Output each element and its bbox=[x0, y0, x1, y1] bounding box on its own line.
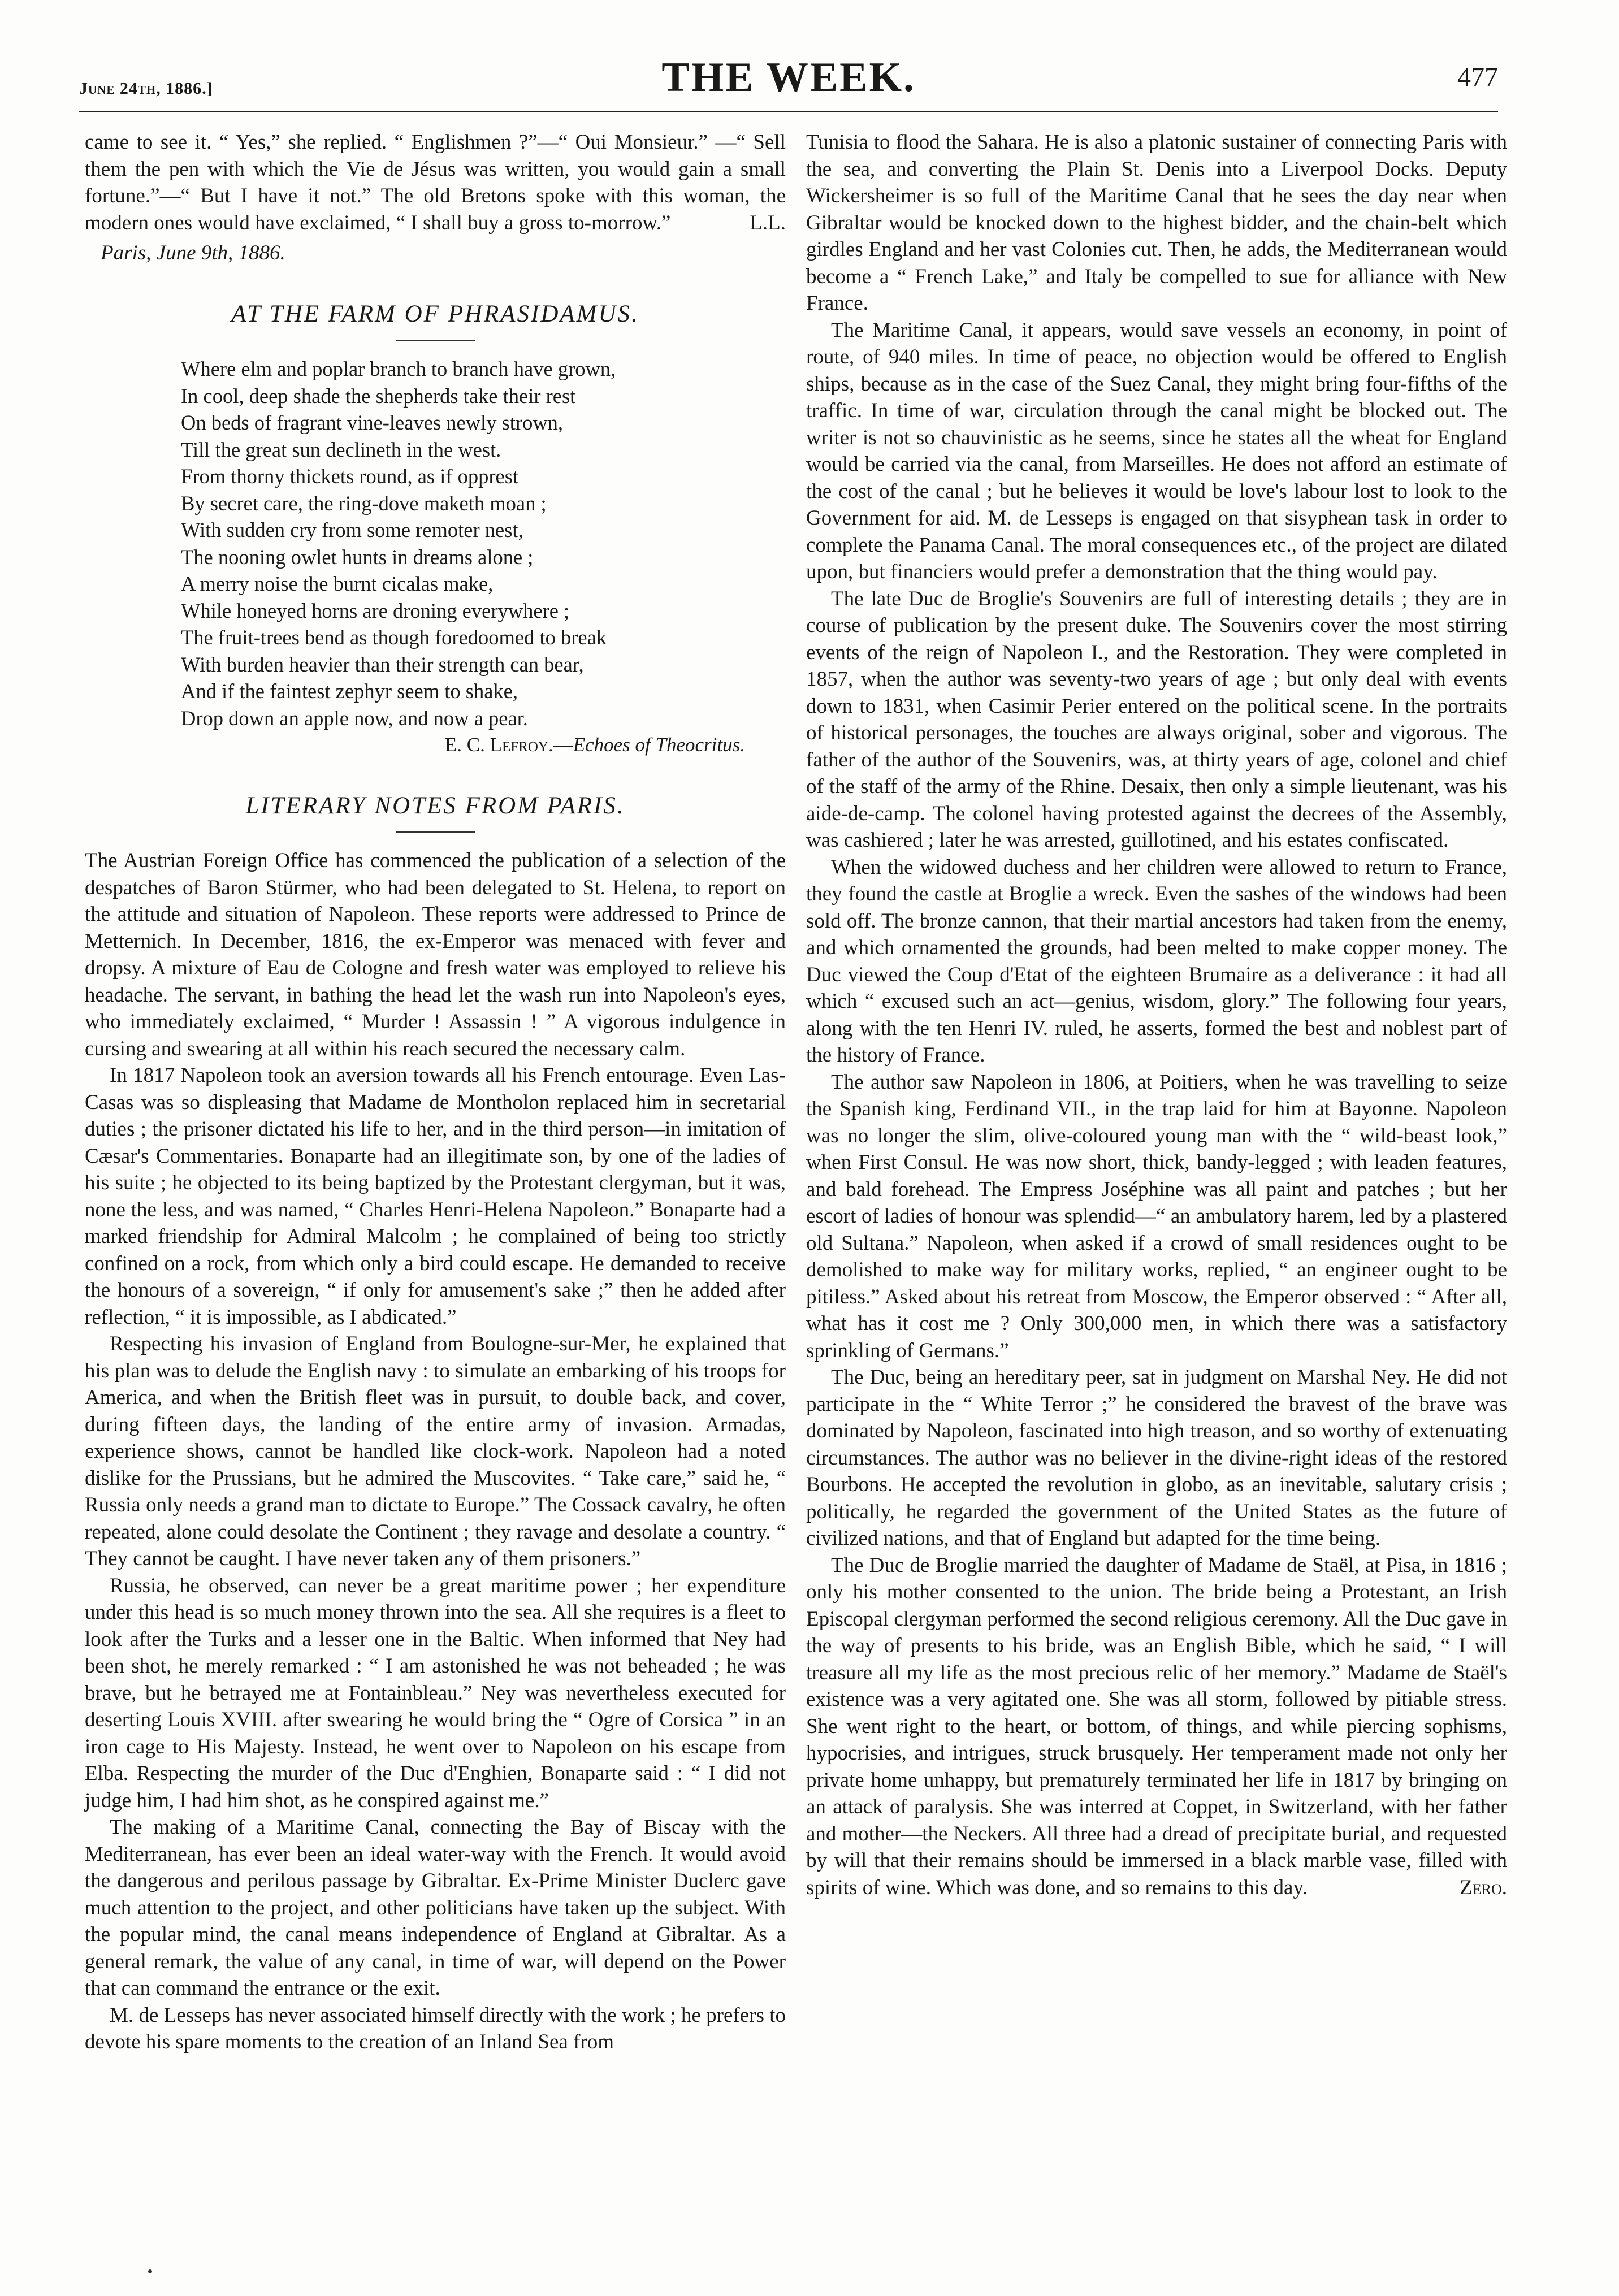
poem bbox=[181, 356, 786, 731]
article-paragraph: The Duc de Broglie married the daughter of Madame de Staël, at Pisa, in 1816 ; only his mother consented to the union. The bride being a Protestant, an Irish Episcopal clergyman performed the second religious ceremony. All the Duc gave in the way of presents to his bride, was an English Bible, which he said, “ I will treasure all my life as the most precious relic of her memory.” Madame de Staël's existence was a very agitated one. She was all storm, followed by pitiable stress. She went right to the heart, or bottom, of things, and while piercing sophisms, hypocrisies, and intrigues, struck brusquely. Her temperament made not only her private home unhappy, but prematurely terminated her life in 1817 by bringing on an attack of paralysis. She was interred at Coppet, in Switzerland, with her father and mother—the Neckers. All three had a dread of precipitate burial, and requested by will that their remains should be immersed in a black marble vase, filled with spirits of wine. Which was done, and so remains to this day. Zero. bbox=[806, 1552, 1507, 1901]
article-paragraph: The author saw Napoleon in 1806, at Poitiers, when he was travelling to seize the Spanish king, Ferdinand VII., in the trap laid for him at Bayonne. Napoleon was no longer the slim, olive-coloured young man with the “ wild-beast look,” when First Consul. He was now short, thick, bandy-legged ; with leaden features, and bald forehead. The Empress Joséphine was all paint and patches ; but her escort of ladies of honour was splendid—“ an ambulatory harem, led by a plastered old Sultana.” Napoleon, when asked if a crowd of small residences ought to be demolished to make way for military works, replied, “ an engineer ought to be pitiless.” Asked about his retreat from Moscow, the Emperor observed : “ After all, what has it cost me ? Only 300,000 men, in which there was a satisfactory sprinkling of Germans.” bbox=[806, 1070, 1507, 1362]
poem-line: From thorny thickets round, as if opprest bbox=[181, 465, 519, 488]
dateline: Paris, June 9th, 1886. bbox=[101, 241, 285, 265]
page-number: 477 bbox=[1457, 62, 1498, 92]
article-paragraph: Russia, he observed, can never be a great maritime power ; her expenditure under this head is so much money thrown into the sea. All she requires is a fleet to look after the Turks and a lesser one in the Baltic. When informed that Ney had been shot, he merely remarked : “ I am astonished he was not beheaded ; he was brave, but he betrayed me at Fontainbleau.” Ney was nevertheless executed for deserting Louis XVIII. after swearing he would bring the “ Ogre of Corsica ” in an iron cage to His Majesty. Instead, he went over to Napoleon on his escape from Elba. Respecting the murder of the Duc d'Enghien, Bonaparte said : “ I did not judge him, I had him shot, as he conspired against me.” bbox=[85, 1574, 786, 1812]
article-paragraph: The Maritime Canal, it appears, would save vessels an economy, in point of route, of 940 miles. In time of peace, no objection would be offered to English ships, because as in the case of the Suez Canal, they might bring four-fifths of the traffic. In time of war, circulation through the canal might be blocked out. The writer is not so chauvinistic as he seems, since he states all the wheat for England would be carried via the canal, from Marseilles. He does not afford an estimate of the cost of the canal ; but he believes it would be love's labour lost to look to the Government for aid. M. de Lesseps is engaged on that sisyphean task in order to complete the Panama Canal. The moral consequences etc., of the project are dilated upon, but financiers would prefer a demonstration that the thing would pay. bbox=[806, 318, 1507, 583]
poem-line: Drop down an apple now, and now a pear. bbox=[181, 706, 528, 730]
poem-line: While honeyed horns are droning everywhere ; bbox=[181, 599, 570, 622]
article-paragraph: The Austrian Foreign Office has commenced the publication of a selection of the despatches of Baron Stürmer, who had been delegated to St. Helena, to report on the attitude and situation of Napoleon. These reports were addressed to Prince de Metternich. In December, 1816, the ex-Emperor was menaced with fever and dropsy. A mixture of Eau de Cologne and fresh water was employed to relieve his headache. The servant, in bathing the head let the wash run into Napoleon's eyes, who immediately exclaimed, “ Murder ! Assassin ! ” A vigorous indulgence in cursing and swearing at all within his reach secured the necessary calm. bbox=[85, 849, 786, 1060]
poem-line: A merry noise the burnt cicalas make, bbox=[181, 572, 494, 595]
section-title: LITERARY NOTES FROM PARIS. bbox=[245, 792, 625, 819]
poem-source: Echoes of Theocritus. bbox=[573, 734, 745, 756]
poem-line: On beds of fragrant vine-leaves newly strown, bbox=[181, 411, 564, 434]
poem-title: AT THE FARM OF PHRASIDAMUS. bbox=[231, 300, 639, 327]
header-rule bbox=[79, 111, 1498, 115]
article-paragraph: Respecting his invasion of England from Boulogne-sur-Mer, he explained that his plan was to delude the English navy : to simulate an embarking of his troops for America, and when the British fleet was in pursuit, to double back, and cover, during fifteen days, the landing of the entire army of invasion. Armadas, experience shows, cannot be handled like clock-work. Napoleon had a noted dislike for the Prussians, but he admired the Muscovites. “ Take care,” said he, “ Russia only needs a grand man to dictate to Europe.” The Cossack cavalry, he often repeated, alone could desolate the Continent ; they ravage and desolate a country. “ They cannot be caught. I have never taken any of them prisoners.” bbox=[85, 1332, 786, 1570]
article-paragraph: came to see it. “ Yes,” she replied. “ Englishmen ?”—“ Oui Monsieur.” —“ Sell them the pen with which the Vie de Jésus was written, you would gain a small fortune.”—“ But I have it not.” The old Bretons spoke with this woman, the modern ones would have exclaimed, “ I shall buy a gross to-morrow.” L.L. bbox=[85, 129, 786, 236]
article-paragraph: In 1817 Napoleon took an aversion towards all his French entourage. Even Las-Casas was so displeasing that Madame de Montholon replaced him in secretarial duties ; the prisoner dictated his life to her, and in the third person—in imitation of Cæsar's Commentaries. Bonaparte had an illegitimate son, by one of the ladies of his suite ; he objected to its being baptized by the Protestant clergyman, but it was, none the less, and was named, “ Charles Henri-Helena Napoleon.” Bonaparte had a marked friendship for Admiral Malcolm ; he complained of being too strictly confined on a rock, from which only a bird could escape. He demanded to receive the honours of a sovereign, “ if only for amusement's sake ;” then he added after reflection, “ it is impossible, as I abdicated.” bbox=[85, 1064, 786, 1329]
poem-line: And if the faintest zephyr seem to shake, bbox=[181, 679, 518, 703]
print-speck bbox=[148, 2269, 152, 2273]
right-column bbox=[806, 129, 1507, 1901]
poem-attribution bbox=[85, 731, 745, 759]
poem-author: E. C. Lefroy.— bbox=[444, 734, 573, 756]
signature: L.L. bbox=[750, 211, 786, 235]
poem-line: Till the great sun declineth in the west. bbox=[181, 437, 501, 461]
poem-line: With sudden cry from some remoter nest, bbox=[181, 518, 523, 541]
poem-line: By secret care, the ring-dove maketh moan ; bbox=[181, 491, 547, 515]
left-column bbox=[85, 129, 786, 2056]
article-paragraph: Tunisia to flood the Sahara. He is also a platonic sustainer of connecting Paris with the sea, and converting the Plain St. Denis into a Liverpool Docks. Deputy Wickersheimer is so full of the Maritime Canal that he sees the day near when Gibraltar would be knocked down to the highest bidder, and the chain-belt which girdles England and her vast Colonies cut. Then, he adds, the Mediterranean would become a “ French Lake,” and Italy be compelled to sue for alliance with New France. bbox=[806, 131, 1507, 315]
article-paragraph: When the widowed duchess and her children were allowed to return to France, they found the castle at Broglie a wreck. Even the sashes of the windows had been sold off. The bronze cannon, that their martial ancestors had taken from the enemy, and which ornamented the grounds, had been melted to make copper money. The Duc viewed the Coup d'Etat of the eighteen Brumaire as a deliverance : it had all which “ excused such an act—genius, wisdom, glory.” The following four years, along with the ten Henri IV. ruled, he asserts, formed the best and noblest part of the history of France. bbox=[806, 855, 1507, 1067]
poem-line: With burden heavier than their strength can bear, bbox=[181, 652, 584, 676]
poem-line: The nooning owlet hunts in dreams alone ; bbox=[181, 545, 534, 569]
title-rule bbox=[396, 831, 475, 833]
article-paragraph: The making of a Maritime Canal, connecting the Bay of Biscay with the Mediterranean, has ever been an ideal water-way with the French. It would avoid the dangerous and perilous passage by Gibraltar. Ex-Prime Minister Duclerc gave much attention to the project, and other politicians have taken up the subject. With the popular mind, the canal means independence of England at Gibraltar. As a general remark, the value of any canal, in time of war, will depend on the Power that can command the entrance or the exit. bbox=[85, 1816, 786, 2000]
signature: Zero. bbox=[1460, 1875, 1507, 1899]
title-rule bbox=[396, 340, 475, 341]
poem-line: In cool, deep shade the shepherds take their rest bbox=[181, 384, 576, 408]
article-paragraph: The Duc, being an hereditary peer, sat in judgment on Marshal Ney. He did not participate in the “ White Terror ;” he considered the bravest of the brave was dominated by Napoleon, fascinated into high treason, and so worthy of extenuating circumstances. The author was no believer in the divine-right ideas of the restored Bourbons. He accepted the revolution in globo, as an inevitable, salutary crisis ; politically, he regarded the government of the United States as the future of civilized nations, and that of England but adapted for the time being. bbox=[806, 1366, 1507, 1550]
poem-line: The fruit-trees bend as though foredoomed to break bbox=[181, 626, 607, 649]
article-paragraph: M. de Lesseps has never associated himself directly with the work ; he prefers to devote his spare moments to the creation of an Inland Sea from bbox=[85, 2003, 786, 2054]
masthead-title: THE WEEK. bbox=[661, 54, 916, 101]
article-paragraph: The late Duc de Broglie's Souvenirs are full of interesting details ; they are in course of publication by the present duke. The Souvenirs cover the most stirring events of the reign of Napoleon I., and the Restoration. They were completed in 1857, when the author was seventy-two years of age ; but only deal with events down to 1831, when Casimir Perier entered on the political scene. In the portraits of historical personages, the touches are always original, sober and vigorous. The father of the author of the Souvenirs, was, at thirty years of age, colonel and chief of the staff of the army of the Rhine. Desaix, then only a simple lieutenant, was his aide-de-camp. The colonel having protested against the decrees of the Assembly, was cashiered ; later he was arrested, guillotined, and his estates confiscated. bbox=[806, 587, 1507, 852]
page-header bbox=[79, 54, 1498, 99]
issue-date: June 24th, 1886.] bbox=[79, 79, 213, 98]
poem-line: Where elm and poplar branch to branch have grown, bbox=[181, 357, 616, 380]
